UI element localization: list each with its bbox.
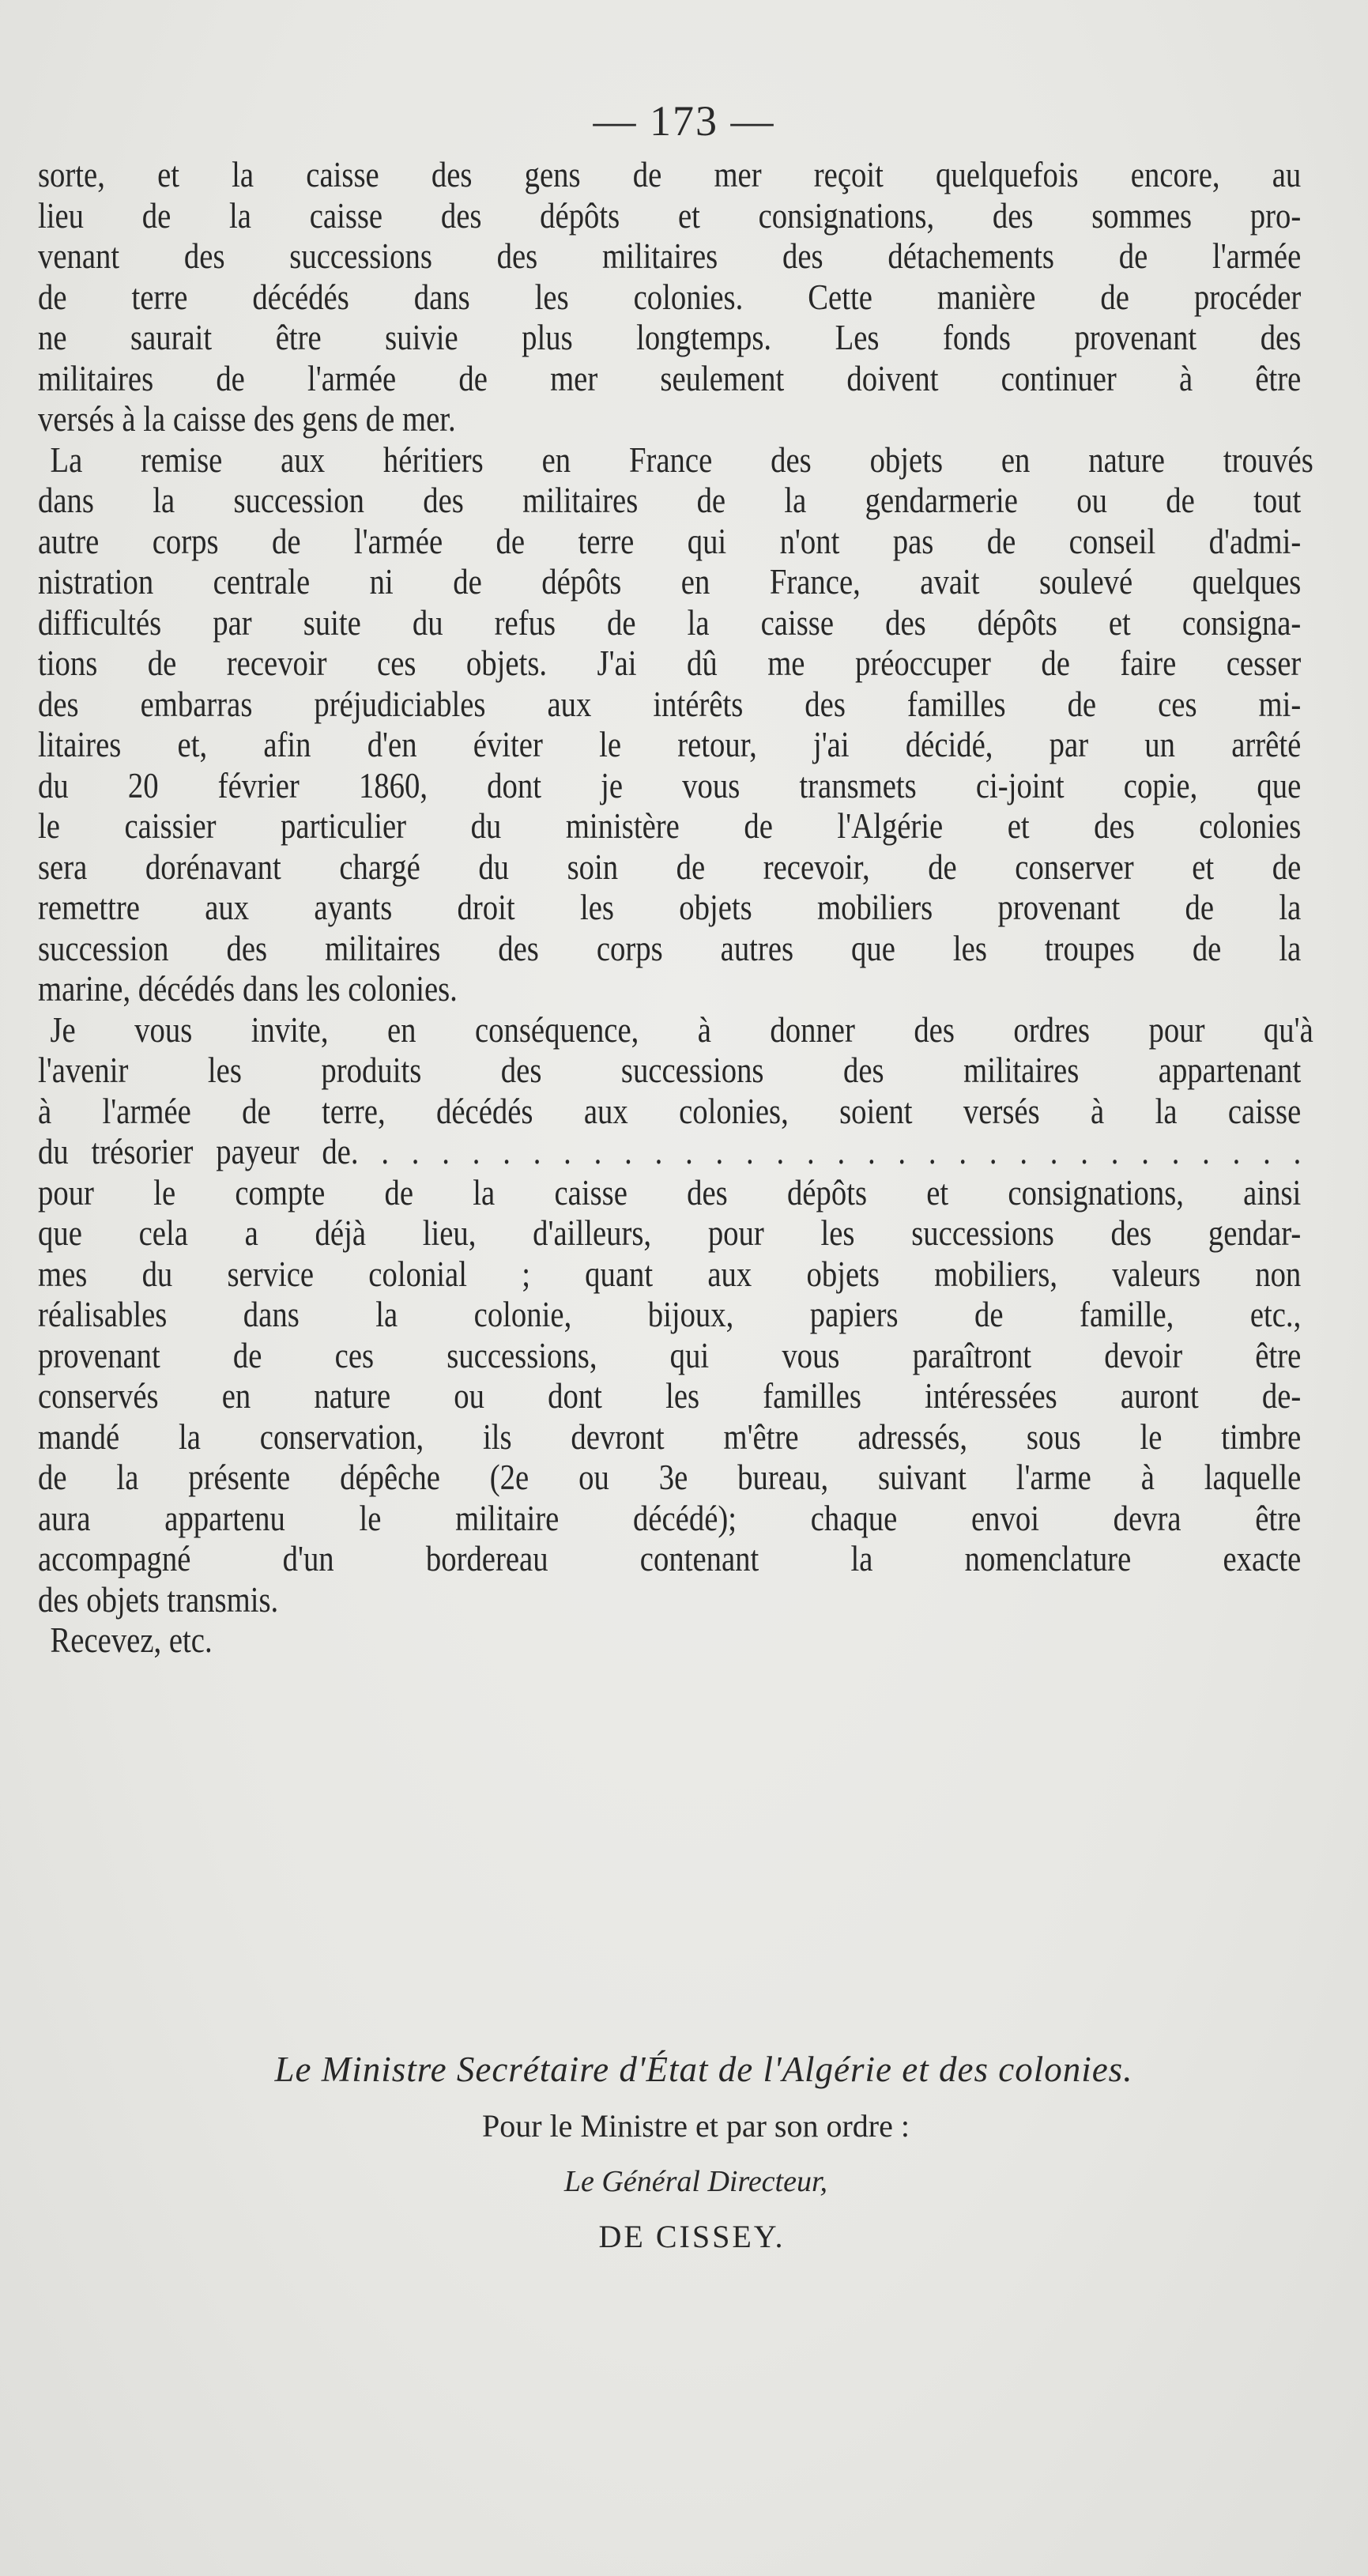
text-line: que cela a déjà lieu, d'ailleurs, pour les successions des gendar- <box>38 1213 1302 1253</box>
text-line: autre corps de l'armée de terre qui n'ont pas de conseil d'admi- <box>38 521 1302 561</box>
text-line: pour le compte de la caisse des dépôts et consignations, ainsi <box>38 1172 1302 1213</box>
text-line: nistration centrale ni de dépôts en France, avait soulevé quelques <box>38 562 1302 602</box>
letter-body <box>38 155 1313 1661</box>
text-line: de la présente dépêche (2e ou 3e bureau, suivant l'arme à laquelle <box>38 1458 1302 1497</box>
paragraph-3 <box>38 1009 1313 1621</box>
signature-minister: Le Ministre Secrétaire d'État de l'Algérie et des colonies. <box>274 2050 1133 2089</box>
signature-order: Pour le Ministre et par son ordre : <box>482 2108 910 2144</box>
paragraph-closing <box>38 1620 1301 1661</box>
text-line: marine, décédés dans les colonies. <box>38 969 458 1009</box>
text-line: militaires de l'armée de mer seulement doivent continuer à être <box>38 358 1302 398</box>
text-line: tions de recevoir ces objets. J'ai dû me préoccuper de faire cesser <box>38 643 1302 683</box>
page-number: — 173 — <box>593 97 775 145</box>
text-line: provenant de ces successions, qui vous paraîtront devoir être <box>38 1335 1302 1375</box>
text-line: aura appartenu le militaire décédé); chaque envoi devra être <box>38 1498 1302 1538</box>
text-line: Je vous invite, en conséquence, à donner des ordres pour qu'à <box>50 1009 1313 1050</box>
text-line: accompagné d'un bordereau contenant la nomenclature exacte <box>38 1539 1302 1578</box>
text-line: des embarras préjudiciables aux intérêts des familles de ces mi- <box>38 684 1302 724</box>
text-line: venant des successions des militaires des détachements de l'armée <box>38 236 1302 276</box>
text-line: litaires et, afin d'en éviter le retour, j'ai décidé, par un arrêté <box>38 725 1302 764</box>
text-line: conservés en nature ou dont les familles intéressées auront de- <box>38 1376 1302 1416</box>
text-line: le caissier particulier du ministère de l'Algérie et des colonies <box>38 806 1302 846</box>
text-line: réalisables dans la colonie, bijoux, papiers de famille, etc., <box>38 1295 1302 1334</box>
text-line: mes du service colonial ; quant aux objets mobiliers, valeurs non <box>38 1254 1302 1294</box>
text-line: succession des militaires des corps autres que les troupes de la <box>38 928 1302 968</box>
text-line: du 20 février 1860, dont je vous transmets ci-joint copie, que <box>38 765 1302 805</box>
text-line: des objets transmis. <box>38 1579 279 1620</box>
text-line: La remise aux héritiers en France des objets en nature trouvés <box>50 439 1313 480</box>
text-line: l'avenir les produits des successions des militaires appartenant <box>38 1050 1302 1090</box>
text-line: difficultés par suite du refus de la caisse des dépôts et consigna- <box>38 602 1302 643</box>
text-line: versés à la caisse des gens de mer. <box>38 399 456 439</box>
text-line: à l'armée de terre, décédés aux colonies, soient versés à la caisse <box>38 1091 1302 1131</box>
signature-title: Le Général Directeur, <box>563 2165 828 2198</box>
text-line: remettre aux ayants droit les objets mobiliers provenant de la <box>38 888 1302 927</box>
paragraph-1 <box>38 155 1301 440</box>
text-line: sorte, et la caisse des gens de mer reçoit quelquefois encore, au <box>38 155 1302 194</box>
text-line: ne saurait être suivie plus longtemps. Les fonds provenant des <box>38 318 1302 357</box>
text-line: mandé la conservation, ils devront m'être adressés, sous le timbre <box>38 1416 1302 1457</box>
text-line: lieu de la caisse des dépôts et consignations, des sommes pro- <box>38 195 1302 236</box>
text-line: de terre décédés dans les colonies. Cette manière de procéder <box>38 277 1302 317</box>
text-line: sera dorénavant chargé du soin de recevoir, de conserver et de <box>38 847 1302 887</box>
paragraph-2 <box>38 439 1313 1010</box>
text-line: du trésorier payeur de. . . . . . . . . . . . . . . . . . . . . . . . . . . . . . . . <box>38 1132 1302 1171</box>
text-line: dans la succession des militaires de la gendarmerie ou de tout <box>38 481 1302 520</box>
signature-name: DE CISSEY. <box>598 2219 786 2254</box>
text-line: Recevez, etc. <box>50 1620 213 1660</box>
